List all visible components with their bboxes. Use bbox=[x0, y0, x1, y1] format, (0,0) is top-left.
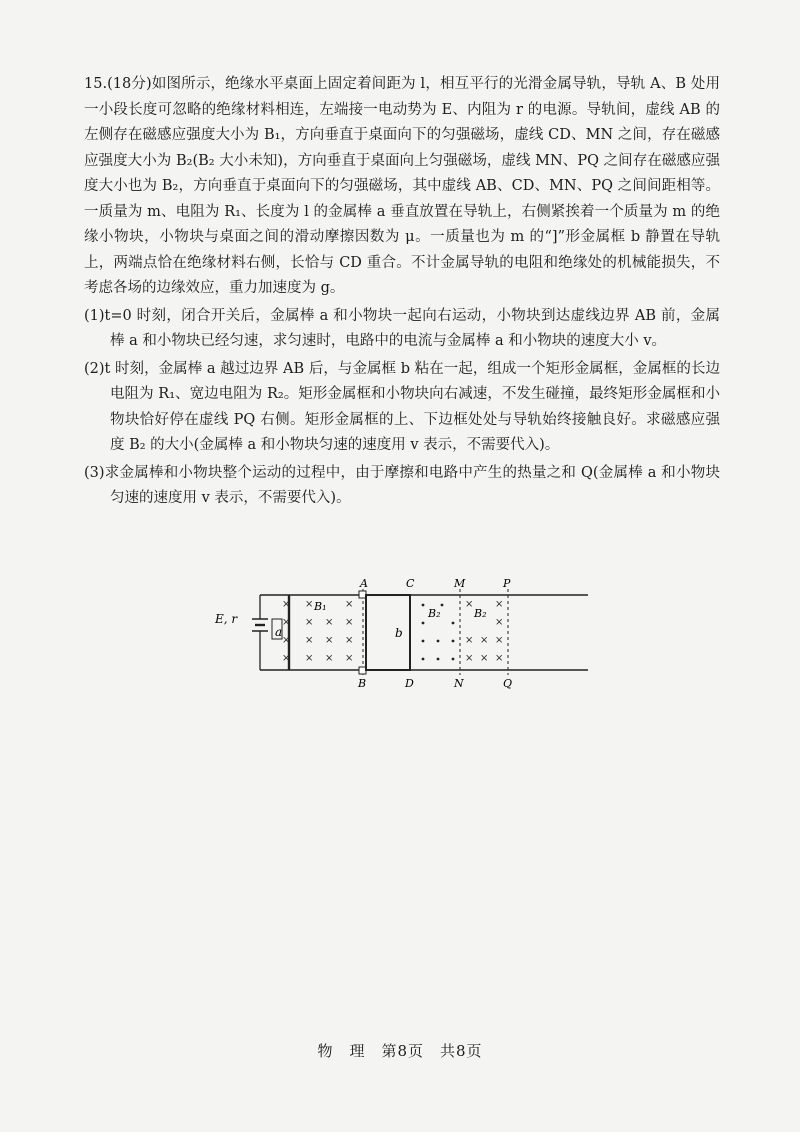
svg-text:×: × bbox=[282, 653, 291, 664]
svg-text:×: × bbox=[465, 599, 474, 610]
svg-text:×: × bbox=[495, 599, 504, 610]
problem-stem: 如图所示，绝缘水平桌面上固定着间距为 l，相互平行的光滑金属导轨，导轨 A、B 处用一小段长度可忽略的绝缘材料相连，左端接一电动势为 E、内阻为 r 的电源。导轨间，虚线 AB 的左侧存在磁感应强度大小为 B₁，方向垂直于桌面向下的匀强磁场，虚线 CD、MN 之间，存在磁感应强度大小为 B₂(B₂ 大小未知)，方向垂直于桌面向上匀强磁场，虚线 MN、PQ 之间存在磁感应强度大小也为 B₂，方向垂直于桌面向下的匀强磁场，其中虚线 AB、CD、MN、PQ 之间间距相等。一质量为 m、电阻为 R₁、长度为 l 的金属棒 a 垂直放置在导轨上，右侧紧挨着一个质量为 m 的绝缘小物块，小物块与桌面之间的滑动摩擦因数为 μ。一质量也为 m 的“]”形金属框 b 静置在导轨上，两端点恰在绝缘材料右侧，长恰与 CD 重合。不计金属导轨的电阻和绝缘处的机械能损失，不考虑各场的边缘效应，重力加速度为 g。 bbox=[84, 76, 720, 296]
svg-text:×: × bbox=[305, 653, 314, 664]
svg-text:×: × bbox=[495, 617, 504, 628]
question-2: (2)t 时刻，金属棒 a 越过边界 AB 后，与金属框 b 粘在一起，组成一个矩形金属框，金属框的长边电阻为 R₁、宽边电阻为 R₂。矩形金属框和小物块向右减速，不发生碰撞，最终矩形金属框和小物块恰好停在虚线 PQ 右侧。矩形金属框的上、下边框处处与导轨始终接触良好。求磁感应强度 B₂ 的大小(金属棒 a 和小物块匀速的速度用 v 表示，不需要代入)。 bbox=[84, 360, 720, 453]
circuit-diagram bbox=[210, 575, 590, 690]
problem-stem-paragraph bbox=[84, 72, 720, 302]
problem-15 bbox=[84, 72, 720, 512]
source-label: E, r bbox=[215, 612, 238, 626]
problem-number: 15. bbox=[84, 76, 108, 92]
svg-text:×: × bbox=[480, 635, 489, 646]
svg-text:×: × bbox=[282, 635, 291, 646]
frame-label: b bbox=[395, 626, 403, 640]
letter-b: B bbox=[358, 677, 367, 690]
insulator-b bbox=[359, 667, 366, 674]
problem-points: (18分) bbox=[107, 76, 152, 92]
letter-a: A bbox=[360, 577, 368, 590]
question-1: (1)t=0 时刻，闭合开关后，金属棒 a 和小物块一起向右运动，小物块到达虚线边界 AB 前，金属棒 a 和小物块已经匀速，求匀速时，电路中的电流与金属棒 a 和小物块的速度大小 v。 bbox=[84, 307, 720, 349]
svg-text:×: × bbox=[345, 599, 354, 610]
page-footer: 物 理 第8页 共8页 bbox=[317, 1042, 483, 1060]
svg-text:×: × bbox=[495, 635, 504, 646]
question-3: (3)求金属棒和小物块整个运动的过程中，由于摩擦和电路中产生的热量之和 Q(金属棒 a 和小物块匀速的速度用 v 表示，不需要代入)。 bbox=[84, 464, 720, 506]
battery-icon bbox=[252, 619, 268, 631]
rod-label: a bbox=[275, 625, 283, 639]
svg-text:×: × bbox=[305, 599, 314, 610]
svg-text:×: × bbox=[325, 653, 334, 664]
svg-text:×: × bbox=[480, 653, 489, 664]
svg-text:×: × bbox=[305, 617, 314, 628]
field1-label: B₁ bbox=[314, 600, 327, 613]
svg-text:×: × bbox=[345, 635, 354, 646]
svg-text:×: × bbox=[495, 653, 504, 664]
letter-n: N bbox=[454, 677, 464, 690]
field2-label: B₂ bbox=[428, 607, 441, 620]
svg-text:×: × bbox=[325, 635, 334, 646]
field3-label: B₂ bbox=[474, 607, 487, 620]
letter-d: D bbox=[405, 677, 414, 690]
svg-text:×: × bbox=[465, 653, 474, 664]
frame-b bbox=[366, 595, 410, 670]
svg-text:×: × bbox=[345, 653, 354, 664]
letter-m: M bbox=[454, 577, 466, 590]
svg-text:×: × bbox=[282, 617, 291, 628]
svg-text:×: × bbox=[282, 599, 291, 610]
svg-text:×: × bbox=[305, 635, 314, 646]
insulator-a bbox=[359, 591, 366, 598]
svg-text:×: × bbox=[465, 635, 474, 646]
letter-p: P bbox=[503, 577, 511, 590]
letter-c: C bbox=[406, 577, 415, 590]
letter-q: Q bbox=[503, 677, 513, 690]
svg-text:×: × bbox=[345, 617, 354, 628]
svg-text:×: × bbox=[325, 617, 334, 628]
